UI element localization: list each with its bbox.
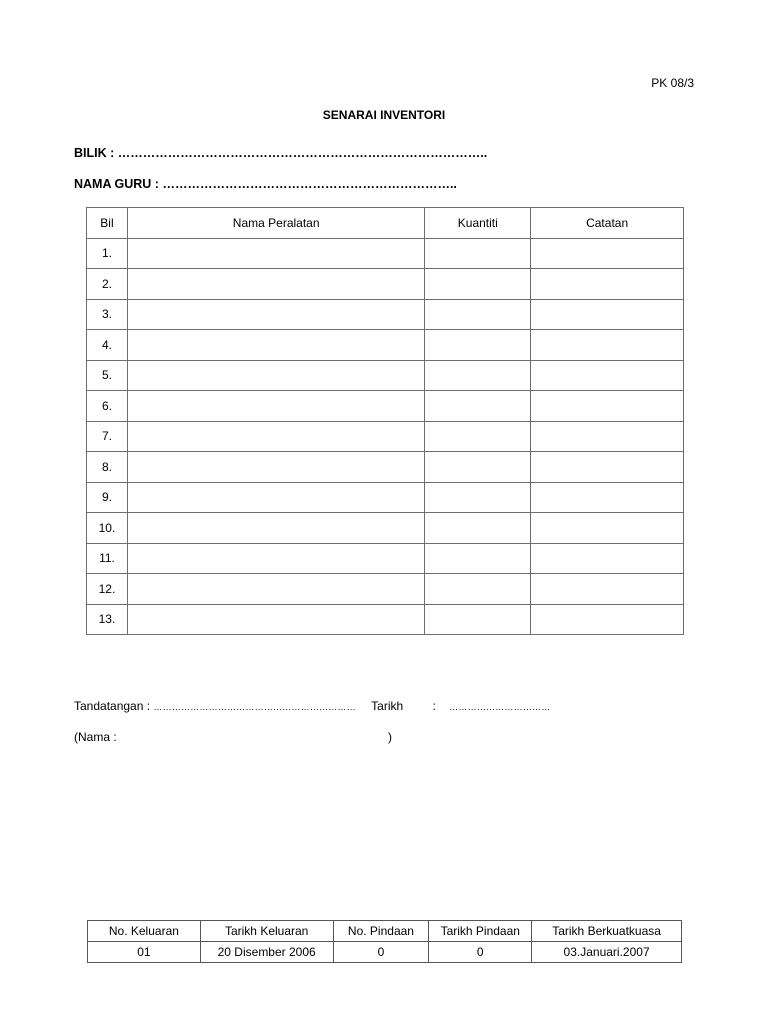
table-row bbox=[87, 238, 684, 269]
row-catatan bbox=[531, 513, 684, 544]
row-kuantiti bbox=[425, 330, 531, 361]
row-nama-peralatan bbox=[127, 513, 424, 544]
tarikh-blank: …………………………… bbox=[449, 702, 551, 712]
row-number: 8. bbox=[87, 452, 128, 483]
header-no-pindaan: No. Pindaan bbox=[333, 921, 429, 942]
row-number: 5. bbox=[87, 360, 128, 391]
table-row bbox=[87, 330, 684, 361]
row-kuantiti bbox=[425, 513, 531, 544]
table-row bbox=[87, 574, 684, 605]
row-kuantiti bbox=[425, 421, 531, 452]
row-kuantiti bbox=[425, 269, 531, 300]
value-no-pindaan: 0 bbox=[333, 942, 429, 963]
column-header-nama-peralatan: Nama Peralatan bbox=[127, 208, 424, 239]
row-number: 1. bbox=[87, 238, 128, 269]
row-number: 3. bbox=[87, 299, 128, 330]
value-tarikh-pindaan: 0 bbox=[429, 942, 532, 963]
signature-row bbox=[74, 699, 550, 713]
row-catatan bbox=[531, 391, 684, 422]
table-row bbox=[87, 299, 684, 330]
header-tarikh-berkuatkuasa: Tarikh Berkuatkuasa bbox=[532, 921, 682, 942]
row-catatan bbox=[531, 238, 684, 269]
row-number: 13. bbox=[87, 604, 128, 635]
nama-close-paren: ) bbox=[388, 730, 393, 744]
tandatangan-blank: ………………………………………………………… bbox=[153, 702, 356, 712]
table-row bbox=[87, 269, 684, 300]
bilik-label: BILIK : bbox=[74, 146, 115, 160]
inventory-body bbox=[87, 238, 684, 635]
row-kuantiti bbox=[425, 574, 531, 605]
row-nama-peralatan bbox=[127, 299, 424, 330]
header-tarikh-pindaan: Tarikh Pindaan bbox=[429, 921, 532, 942]
nama-guru-field bbox=[74, 177, 457, 191]
row-nama-peralatan bbox=[127, 360, 424, 391]
row-nama-peralatan bbox=[127, 574, 424, 605]
row-catatan bbox=[531, 574, 684, 605]
tandatangan-label: Tandatangan : bbox=[74, 699, 151, 713]
row-catatan bbox=[531, 482, 684, 513]
row-nama-peralatan bbox=[127, 482, 424, 513]
table-row bbox=[87, 360, 684, 391]
tarikh-colon: : bbox=[432, 699, 436, 713]
row-catatan bbox=[531, 360, 684, 391]
nama-row bbox=[74, 730, 392, 744]
row-nama-peralatan bbox=[127, 421, 424, 452]
nama-guru-label: NAMA GURU : bbox=[74, 177, 159, 191]
bilik-field bbox=[74, 146, 487, 160]
value-tarikh-keluaran: 20 Disember 2006 bbox=[200, 942, 333, 963]
row-catatan bbox=[531, 604, 684, 635]
header-tarikh-keluaran: Tarikh Keluaran bbox=[200, 921, 333, 942]
nama-guru-blank: …………………………………………………………….. bbox=[162, 177, 457, 191]
row-number: 4. bbox=[87, 330, 128, 361]
row-number: 7. bbox=[87, 421, 128, 452]
row-nama-peralatan bbox=[127, 330, 424, 361]
table-row bbox=[87, 452, 684, 483]
row-catatan bbox=[531, 452, 684, 483]
table-row bbox=[87, 391, 684, 422]
row-catatan bbox=[531, 421, 684, 452]
row-number: 9. bbox=[87, 482, 128, 513]
row-number: 2. bbox=[87, 269, 128, 300]
value-tarikh-berkuatkuasa: 03.Januari.2007 bbox=[532, 942, 682, 963]
row-nama-peralatan bbox=[127, 391, 424, 422]
row-nama-peralatan bbox=[127, 269, 424, 300]
bilik-blank: …………………………………………………………………………….. bbox=[117, 146, 488, 160]
row-nama-peralatan bbox=[127, 238, 424, 269]
row-number: 12. bbox=[87, 574, 128, 605]
row-kuantiti bbox=[425, 238, 531, 269]
table-row bbox=[87, 482, 684, 513]
inventory-header-row bbox=[87, 208, 684, 239]
table-row bbox=[87, 543, 684, 574]
row-catatan bbox=[531, 543, 684, 574]
row-kuantiti bbox=[425, 391, 531, 422]
document-code: PK 08/3 bbox=[651, 76, 694, 90]
inventory-table bbox=[86, 207, 684, 635]
row-number: 10. bbox=[87, 513, 128, 544]
row-catatan bbox=[531, 330, 684, 361]
row-kuantiti bbox=[425, 482, 531, 513]
row-number: 6. bbox=[87, 391, 128, 422]
table-row bbox=[87, 513, 684, 544]
row-kuantiti bbox=[425, 543, 531, 574]
header-no-keluaran: No. Keluaran bbox=[88, 921, 201, 942]
revision-header-row bbox=[88, 921, 682, 942]
value-no-keluaran: 01 bbox=[88, 942, 201, 963]
row-number: 11. bbox=[87, 543, 128, 574]
row-catatan bbox=[531, 269, 684, 300]
tarikh-label: Tarikh bbox=[371, 699, 404, 713]
column-header-bil: Bil bbox=[87, 208, 128, 239]
revision-value-row bbox=[88, 942, 682, 963]
row-kuantiti bbox=[425, 299, 531, 330]
column-header-kuantiti: Kuantiti bbox=[425, 208, 531, 239]
row-nama-peralatan bbox=[127, 543, 424, 574]
table-row bbox=[87, 604, 684, 635]
column-header-catatan: Catatan bbox=[531, 208, 684, 239]
revision-table bbox=[87, 920, 682, 963]
page-title: SENARAI INVENTORI bbox=[322, 108, 446, 122]
row-kuantiti bbox=[425, 452, 531, 483]
table-row bbox=[87, 421, 684, 452]
row-kuantiti bbox=[425, 360, 531, 391]
row-catatan bbox=[531, 299, 684, 330]
nama-label: (Nama : bbox=[74, 730, 117, 744]
row-kuantiti bbox=[425, 604, 531, 635]
row-nama-peralatan bbox=[127, 604, 424, 635]
row-nama-peralatan bbox=[127, 452, 424, 483]
